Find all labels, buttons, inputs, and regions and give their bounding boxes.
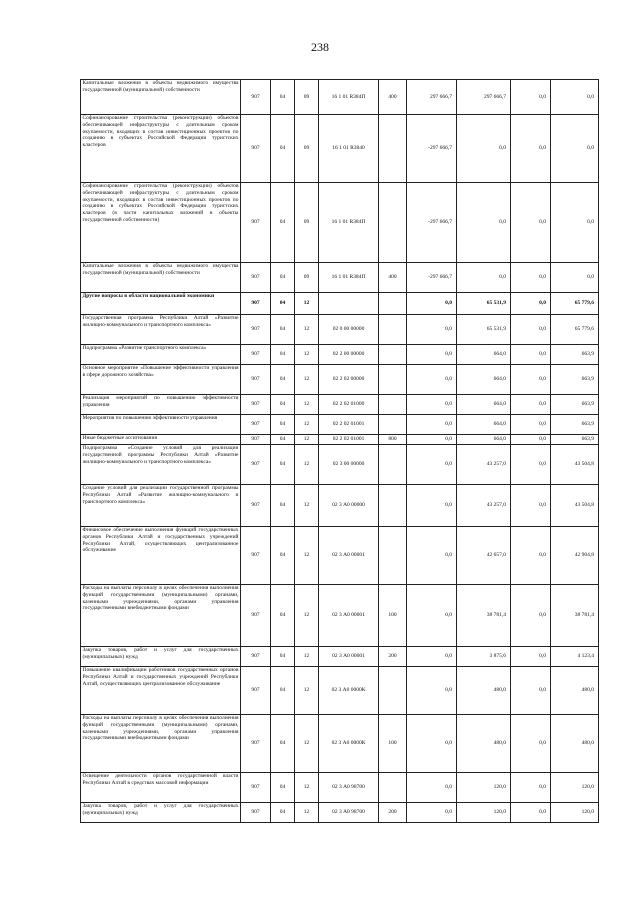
row-amount-2025: 663,9 [551, 435, 599, 445]
row-change-amount: 0,0 [407, 773, 457, 803]
row-subsection-code: 12 [295, 773, 319, 803]
row-expense-type: 200 [379, 803, 407, 823]
row-name: Реализация мероприятий по повышению эффективности управления [81, 395, 241, 415]
row-target-article: 02 2 02 01001 [319, 435, 379, 445]
row-amount-2024: 0,0 [457, 183, 511, 263]
row-change-amount-2025: 0,0 [511, 395, 551, 415]
row-target-article: 02 3 А0 00001 [319, 527, 379, 585]
table-row [81, 365, 599, 395]
row-section-code: 04 [271, 315, 295, 345]
row-expense-type [379, 183, 407, 263]
row-section-code: 04 [271, 773, 295, 803]
row-subsection-code: 12 [295, 715, 319, 773]
row-grbs-code: 907 [241, 115, 271, 183]
row-grbs-code: 907 [241, 183, 271, 263]
row-target-article: 02 2 02 01000 [319, 395, 379, 415]
row-change-amount-2025: 0,0 [511, 183, 551, 263]
row-change-amount: -297 666,7 [407, 115, 457, 183]
row-subsection-code: 09 [295, 115, 319, 183]
row-amount-2025: 0,0 [551, 80, 599, 115]
row-name: Софинансирование строительства (реконструкции) объектов обеспечивающей инфраструктуры с длительным сроком окупаемости, входящих в состав инвестиционных проектов по созданию в субъектах Российской Федерации туристских кластеров (в части капитальных вложений в объекты государственной собственности) [81, 183, 241, 263]
row-name: Расходы на выплаты персоналу в целях обеспечения выполнения функций государственными (муниципальными) органами, казенными учреждениями, органами управления государственными внебюджетными фондами [81, 585, 241, 647]
row-change-amount-2025: 0,0 [511, 647, 551, 667]
row-section-code: 04 [271, 395, 295, 415]
row-change-amount: 0,0 [407, 585, 457, 647]
row-target-article [319, 293, 379, 315]
row-amount-2024: 664,0 [457, 345, 511, 365]
row-change-amount-2025: 0,0 [511, 445, 551, 485]
row-expense-type [379, 445, 407, 485]
row-change-amount-2025: 0,0 [511, 115, 551, 183]
row-expense-type: 800 [379, 435, 407, 445]
row-name: Создание условий для реализации государственной программы Республики Алтай «Развитие жилищно-коммунального и транспортного комплекса» [81, 485, 241, 527]
row-expense-type: 100 [379, 715, 407, 773]
row-grbs-code: 907 [241, 365, 271, 395]
row-name: Повышение квалификации работников государственных органов Республики Алтай и государственных учреждений Республики Алтай, осуществляющих централизованное обслуживание [81, 667, 241, 715]
table-row [81, 115, 599, 183]
row-expense-type [379, 293, 407, 315]
row-amount-2024: 3 875,6 [457, 647, 511, 667]
row-expense-type [379, 115, 407, 183]
table-row [81, 80, 599, 115]
row-name: Подпрограмма «Создание условий для реализации государственной программы Республики Алтай «Развитие жилищно-коммунального и транспортного комплекса» [81, 445, 241, 485]
row-change-amount: 0,0 [407, 435, 457, 445]
row-amount-2025: 65 779,6 [551, 293, 599, 315]
row-subsection-code: 12 [295, 435, 319, 445]
row-amount-2025: 38 781,4 [551, 585, 599, 647]
row-expense-type [379, 395, 407, 415]
row-amount-2024: 65 531,9 [457, 315, 511, 345]
row-subsection-code: 12 [295, 485, 319, 527]
table-row [81, 435, 599, 445]
row-change-amount: 0,0 [407, 715, 457, 773]
row-grbs-code: 907 [241, 435, 271, 445]
row-subsection-code: 12 [295, 667, 319, 715]
row-amount-2024: 480,0 [457, 667, 511, 715]
row-amount-2025: 42 904,8 [551, 527, 599, 585]
row-subsection-code: 12 [295, 415, 319, 435]
row-section-code: 04 [271, 293, 295, 315]
row-grbs-code: 907 [241, 527, 271, 585]
row-amount-2024: 43 257,0 [457, 445, 511, 485]
row-target-article: 02 3 А0 00001 [319, 647, 379, 667]
table-row [81, 263, 599, 293]
row-grbs-code: 907 [241, 585, 271, 647]
table-row [81, 345, 599, 365]
row-grbs-code: 907 [241, 485, 271, 527]
row-change-amount-2025: 0,0 [511, 773, 551, 803]
row-section-code: 04 [271, 435, 295, 445]
row-grbs-code: 907 [241, 445, 271, 485]
row-section-code: 04 [271, 585, 295, 647]
row-amount-2024: 480,0 [457, 715, 511, 773]
row-expense-type: 400 [379, 263, 407, 293]
row-change-amount-2025: 0,0 [511, 80, 551, 115]
table-row [81, 585, 599, 647]
row-expense-type [379, 365, 407, 395]
row-change-amount-2025: 0,0 [511, 345, 551, 365]
row-amount-2025: 65 779,6 [551, 315, 599, 345]
table-row [81, 415, 599, 435]
row-amount-2025: 0,0 [551, 183, 599, 263]
row-amount-2025: 43 504,8 [551, 485, 599, 527]
row-grbs-code: 907 [241, 395, 271, 415]
row-subsection-code: 09 [295, 183, 319, 263]
row-amount-2025: 43 504,8 [551, 445, 599, 485]
row-grbs-code: 907 [241, 415, 271, 435]
row-amount-2025: 120,0 [551, 773, 599, 803]
row-amount-2024: 664,0 [457, 395, 511, 415]
row-change-amount-2025: 0,0 [511, 365, 551, 395]
row-target-article: 02 2 02 00000 [319, 365, 379, 395]
table-row [81, 395, 599, 415]
row-expense-type [379, 527, 407, 585]
row-target-article: 16 1 01 R3840 [319, 115, 379, 183]
row-target-article: 02 0 00 00000 [319, 315, 379, 345]
row-target-article: 02 3 А0 0000К [319, 667, 379, 715]
row-amount-2024: 297 666,7 [457, 80, 511, 115]
row-target-article: 02 3 00 00000 [319, 445, 379, 485]
row-target-article: 02 2 00 00000 [319, 345, 379, 365]
row-section-code: 04 [271, 485, 295, 527]
row-change-amount-2025: 0,0 [511, 415, 551, 435]
row-section-code: 04 [271, 715, 295, 773]
row-target-article: 16 1 01 R384П [319, 80, 379, 115]
row-section-code: 04 [271, 667, 295, 715]
row-section-code: 04 [271, 115, 295, 183]
page-number: 238 [311, 40, 329, 54]
row-name: Закупка товаров, работ и услуг для государственных (муниципальных) нужд [81, 647, 241, 667]
row-change-amount: -297 666,7 [407, 263, 457, 293]
row-subsection-code: 12 [295, 293, 319, 315]
row-grbs-code: 907 [241, 315, 271, 345]
row-amount-2024: 120,0 [457, 773, 511, 803]
table-row [81, 183, 599, 263]
row-amount-2024: 43 257,0 [457, 485, 511, 527]
row-amount-2024: 664,0 [457, 415, 511, 435]
row-change-amount-2025: 0,0 [511, 293, 551, 315]
row-change-amount: -297 666,7 [407, 183, 457, 263]
row-change-amount: 0,0 [407, 415, 457, 435]
row-name: Закупка товаров, работ и услуг для государственных (муниципальных) нужд [81, 803, 241, 823]
row-expense-type: 100 [379, 585, 407, 647]
row-subsection-code: 12 [295, 585, 319, 647]
row-change-amount: 297 666,7 [407, 80, 457, 115]
row-subsection-code: 12 [295, 803, 319, 823]
table-row [81, 445, 599, 485]
row-subsection-code: 12 [295, 365, 319, 395]
row-amount-2025: 663,9 [551, 345, 599, 365]
row-amount-2025: 120,0 [551, 803, 599, 823]
row-section-code: 04 [271, 445, 295, 485]
row-grbs-code: 907 [241, 715, 271, 773]
row-grbs-code: 907 [241, 293, 271, 315]
row-amount-2024: 0,0 [457, 115, 511, 183]
row-subsection-code: 09 [295, 80, 319, 115]
row-subsection-code: 12 [295, 315, 319, 345]
row-subsection-code: 12 [295, 647, 319, 667]
row-target-article: 16 1 01 R384П [319, 263, 379, 293]
row-amount-2025: 663,9 [551, 365, 599, 395]
row-grbs-code: 907 [241, 80, 271, 115]
row-expense-type: 200 [379, 647, 407, 667]
row-section-code: 04 [271, 345, 295, 365]
row-change-amount: 0,0 [407, 647, 457, 667]
row-change-amount-2025: 0,0 [511, 667, 551, 715]
row-change-amount: 0,0 [407, 365, 457, 395]
row-change-amount: 0,0 [407, 315, 457, 345]
row-amount-2025: 480,0 [551, 715, 599, 773]
row-amount-2024: 65 531,9 [457, 293, 511, 315]
table-row [81, 667, 599, 715]
row-target-article: 02 3 А0 00000 [319, 485, 379, 527]
row-section-code: 04 [271, 647, 295, 667]
table-row [81, 293, 599, 315]
table-row [81, 485, 599, 527]
row-grbs-code: 907 [241, 345, 271, 365]
row-change-amount-2025: 0,0 [511, 263, 551, 293]
row-subsection-code: 12 [295, 395, 319, 415]
row-section-code: 04 [271, 263, 295, 293]
row-section-code: 04 [271, 527, 295, 585]
row-name: Подпрограмма «Развитие транспортного комплекса» [81, 345, 241, 365]
row-change-amount-2025: 0,0 [511, 715, 551, 773]
row-grbs-code: 907 [241, 773, 271, 803]
row-change-amount: 0,0 [407, 345, 457, 365]
row-expense-type [379, 485, 407, 527]
row-target-article: 16 1 01 R384П [319, 183, 379, 263]
row-target-article: 02 3 А0 0000К [319, 715, 379, 773]
row-target-article: 02 3 А0 00001 [319, 585, 379, 647]
row-section-code: 04 [271, 803, 295, 823]
row-change-amount: 0,0 [407, 445, 457, 485]
row-change-amount-2025: 0,0 [511, 485, 551, 527]
row-change-amount: 0,0 [407, 485, 457, 527]
row-amount-2024: 664,0 [457, 435, 511, 445]
row-name: Капитальные вложения в объекты недвижимого имущества государственной (муниципальной) собственности [81, 263, 241, 293]
row-amount-2024: 0,0 [457, 263, 511, 293]
row-amount-2025: 663,9 [551, 395, 599, 415]
table-row [81, 315, 599, 345]
row-change-amount-2025: 0,0 [511, 803, 551, 823]
row-amount-2024: 120,0 [457, 803, 511, 823]
row-section-code: 04 [271, 415, 295, 435]
row-amount-2025: 480,0 [551, 667, 599, 715]
table-row [81, 647, 599, 667]
row-amount-2025: 0,0 [551, 115, 599, 183]
row-name: Софинансирование строительства (реконструкции) объектов обеспечивающей инфраструктуры с длительным сроком окупаемости, входящих в состав инвестиционных проектов по созданию в субъектах Российской Федерации туристских кластеров [81, 115, 241, 183]
row-change-amount: 0,0 [407, 527, 457, 585]
row-name: Государственная программа Республики Алтай «Развитие жилищно-коммунального и транспортного комплекса» [81, 315, 241, 345]
row-change-amount: 0,0 [407, 293, 457, 315]
row-subsection-code: 12 [295, 527, 319, 585]
row-grbs-code: 907 [241, 263, 271, 293]
row-name: Освещение деятельности органов государственной власти Республики Алтай в средствах массовой информации [81, 773, 241, 803]
row-target-article: 02 3 А0 98700 [319, 773, 379, 803]
row-target-article: 02 2 02 01001 [319, 415, 379, 435]
row-change-amount: 0,0 [407, 667, 457, 715]
table-row [81, 715, 599, 773]
row-target-article: 02 3 А0 98700 [319, 803, 379, 823]
row-amount-2025: 4 123,4 [551, 647, 599, 667]
row-change-amount-2025: 0,0 [511, 585, 551, 647]
row-subsection-code: 09 [295, 263, 319, 293]
row-expense-type [379, 773, 407, 803]
row-subsection-code: 12 [295, 445, 319, 485]
row-amount-2024: 38 781,4 [457, 585, 511, 647]
row-name: Расходы на выплаты персоналу в целях обеспечения выполнения функций государственными (муниципальными) органами, казенными учреждениями, органами управления государственными внебюджетными фондами [81, 715, 241, 773]
row-name: Финансовое обеспечение выполнения функций государственных органов Республики Алтай и государственных учреждений Республики Алтай, осуществляющих централизованное обслуживание [81, 527, 241, 585]
row-name: Мероприятия по повышению эффективности управления [81, 415, 241, 435]
row-expense-type [379, 345, 407, 365]
table-row [81, 803, 599, 823]
row-change-amount: 0,0 [407, 395, 457, 415]
row-name: Основное мероприятие «Повышение эффективности управления в сфере дорожного хозяйства» [81, 365, 241, 395]
row-expense-type: 400 [379, 80, 407, 115]
row-name: Капитальные вложения в объекты недвижимого имущества государственной (муниципальной) собственности [81, 80, 241, 115]
row-amount-2024: 664,0 [457, 365, 511, 395]
row-subsection-code: 12 [295, 345, 319, 365]
row-section-code: 04 [271, 365, 295, 395]
row-grbs-code: 907 [241, 647, 271, 667]
row-amount-2025: 663,9 [551, 415, 599, 435]
row-change-amount-2025: 0,0 [511, 315, 551, 345]
row-expense-type [379, 415, 407, 435]
table-row [81, 527, 599, 585]
row-name: Другие вопросы в области национальной экономики [81, 293, 241, 315]
row-change-amount-2025: 0,0 [511, 527, 551, 585]
row-section-code: 04 [271, 183, 295, 263]
row-change-amount-2025: 0,0 [511, 435, 551, 445]
row-grbs-code: 907 [241, 667, 271, 715]
row-grbs-code: 907 [241, 803, 271, 823]
row-amount-2025: 0,0 [551, 263, 599, 293]
row-expense-type [379, 667, 407, 715]
row-amount-2024: 42 657,0 [457, 527, 511, 585]
budget-table [80, 79, 599, 823]
row-expense-type [379, 315, 407, 345]
row-section-code: 04 [271, 80, 295, 115]
row-name: Иные бюджетные ассигнования [81, 435, 241, 445]
table-row [81, 773, 599, 803]
row-change-amount: 0,0 [407, 803, 457, 823]
